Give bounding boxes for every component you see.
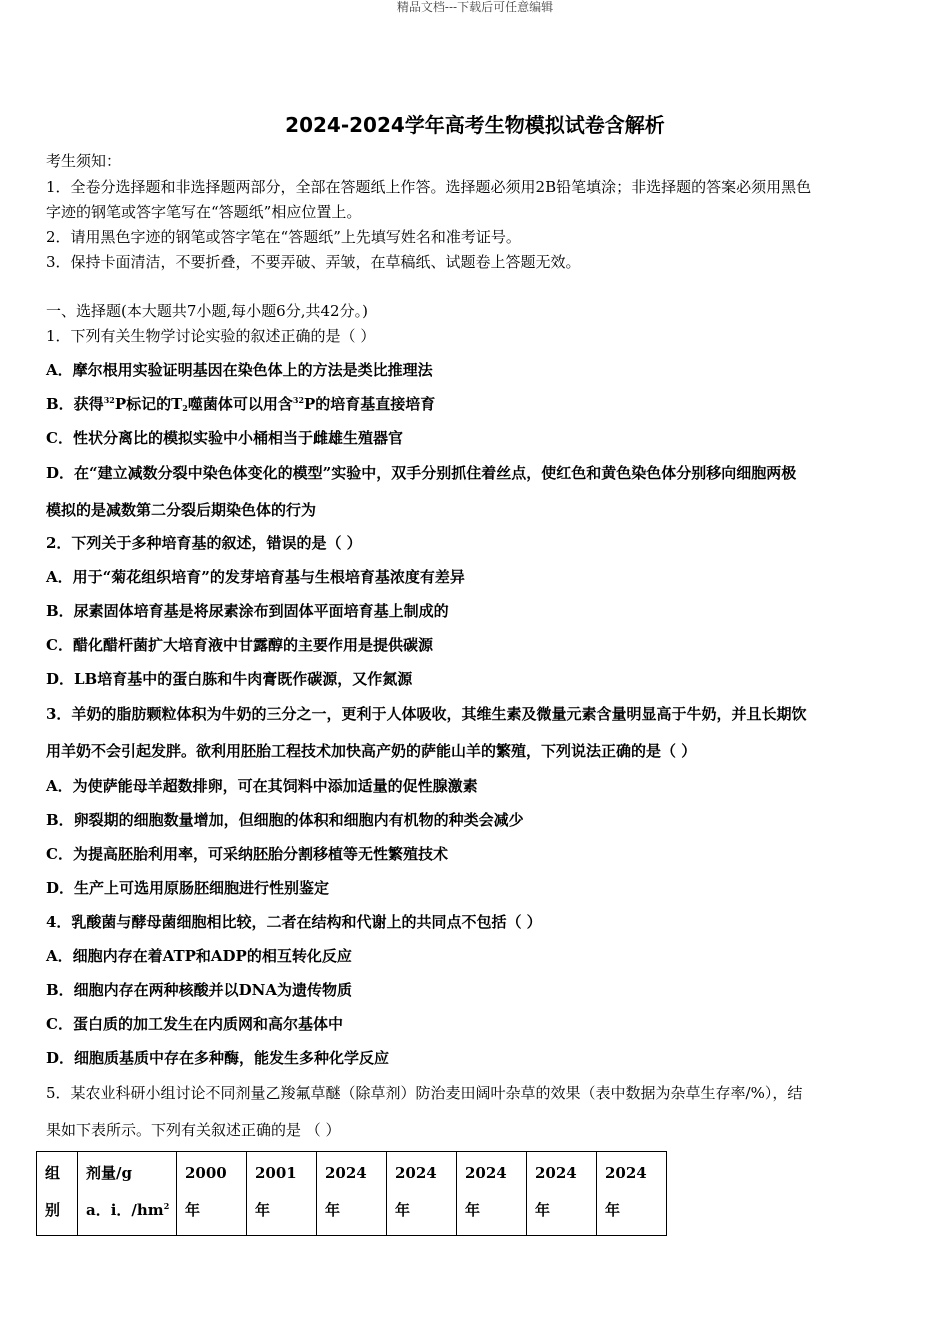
q2-stem: 2．下列关于多种培育基的叙述，错误的是（ ） [46,534,362,552]
q4-option-a: A．细胞内存在着ATP和ADP的相互转化反应 [46,947,352,965]
q5-stem-line-2: 果如下表所示。下列有关叙述正确的是 （ ） [46,1121,341,1139]
table-header-group: 组 别 [37,1152,78,1236]
q3-option-a: A．为使萨能母羊超数排卵，可在其饲料中添加适量的促性腺激素 [46,777,478,795]
page-header: 精品文档---下载后可任意编辑 [396,0,554,14]
q1-option-b: B．获得$^{32}$P标记的$T_2$噬菌体可以用含$^{32}$P的培育基直接培育 [46,395,436,413]
q1-stem: 1．下列有关生物学讨论实验的叙述正确的是（ ） [46,327,376,345]
q3-option-b: B．卵裂期的细胞数量增加，但细胞的体积和细胞内有机物的种类会减少 [46,811,524,829]
q2-option-a: A．用于“菊花组织培育”的发芽培育基与生根培育基浓度有差异 [46,568,465,586]
q1-option-d-line-2: 模拟的是减数第二分裂后期染色体的行为 [46,501,317,519]
q1-option-d-line-1: D．在“建立减数分裂中染色体变化的模型”实验中，双手分别抓住着丝点，使红色和黄色染色体分别移向细胞两极 [46,464,797,482]
table-header-year: 2024 年 [387,1152,457,1236]
q4-option-d: D．细胞质基质中存在多种酶，能发生多种化学反应 [46,1049,390,1067]
notice-item-1-line-2: 字迹的钢笔或答字笔写在“答题纸”相应位置上。 [46,203,362,221]
q1-option-a: A．摩尔根用实验证明基因在染色体上的方法是类比推理法 [46,361,433,379]
herbicide-table [36,1151,667,1236]
table-header-year: 2024 年 [457,1152,527,1236]
table-header-year: 2024 年 [597,1152,667,1236]
q2-option-d: D．LB培育基中的蛋白胨和牛肉膏既作碳源，又作氮源 [46,670,413,688]
table-header-row [37,1152,667,1236]
q4-stem: 4．乳酸菌与酵母菌细胞相比较，二者在结构和代谢上的共同点不包括（ ） [46,913,542,931]
table-header-dose: 剂量/g a．i．$/hm^2$ [78,1152,177,1236]
notice-item-1-line-1: 1．全卷分选择题和非选择题两部分，全部在答题纸上作答。选择题必须用2B铅笔填涂；非选择题的答案必须用黑色 [46,178,812,196]
table-header-year: 2000 年 [177,1152,247,1236]
q5-stem-line-1: 5．某农业科研小组讨论不同剂量乙羧氟草醚（除草剂）防治麦田阔叶杂草的效果（表中数据为杂草生存率/%），结 [46,1084,803,1102]
q2-option-b: B．尿素固体培育基是将尿素涂布到固体平面培育基上制成的 [46,602,449,620]
section-heading: 一、选择题(本大题共7小题,每小题6分,共42分。) [46,302,368,320]
notice-item-2: 2．请用黑色字迹的钢笔或答字笔在“答题纸”上先填写姓名和准考证号。 [46,228,521,246]
notice-item-3: 3．保持卡面清洁，不要折叠，不要弄破、弄皱，在草稿纸、试题卷上答题无效。 [46,253,581,271]
q2-option-c: C．醋化醋杆菌扩大培育液中甘露醇的主要作用是提供碳源 [46,636,433,654]
q1-option-c: C．性状分离比的模拟实验中小桶相当于雌雄生殖器官 [46,429,403,447]
table-header-year: 2024 年 [317,1152,387,1236]
q3-stem-line-2: 用羊奶不会引起发胖。欲利用胚胎工程技术加快高产奶的萨能山羊的繁殖，下列说法正确的是（ ） [46,742,697,760]
q3-option-c: C．为提高胚胎利用率，可采纳胚胎分割移植等无性繁殖技术 [46,845,448,863]
notice-heading: 考生须知： [46,152,122,170]
q4-option-b: B．细胞内存在两种核酸并以DNA为遗传物质 [46,981,353,999]
q4-option-c: C．蛋白质的加工发生在内质网和高尔基体中 [46,1015,343,1033]
document-title: 2024-2024学年高考生物模拟试卷含解析 [285,113,665,137]
q3-option-d: D．生产上可选用原肠胚细胞进行性别鉴定 [46,879,330,897]
table-header-year: 2024 年 [527,1152,597,1236]
table-header-year: 2001 年 [247,1152,317,1236]
q3-stem-line-1: 3．羊奶的脂肪颗粒体积为牛奶的三分之一，更利于人体吸收，其维生素及微量元素含量明显高于牛奶，并且长期饮 [46,705,807,723]
